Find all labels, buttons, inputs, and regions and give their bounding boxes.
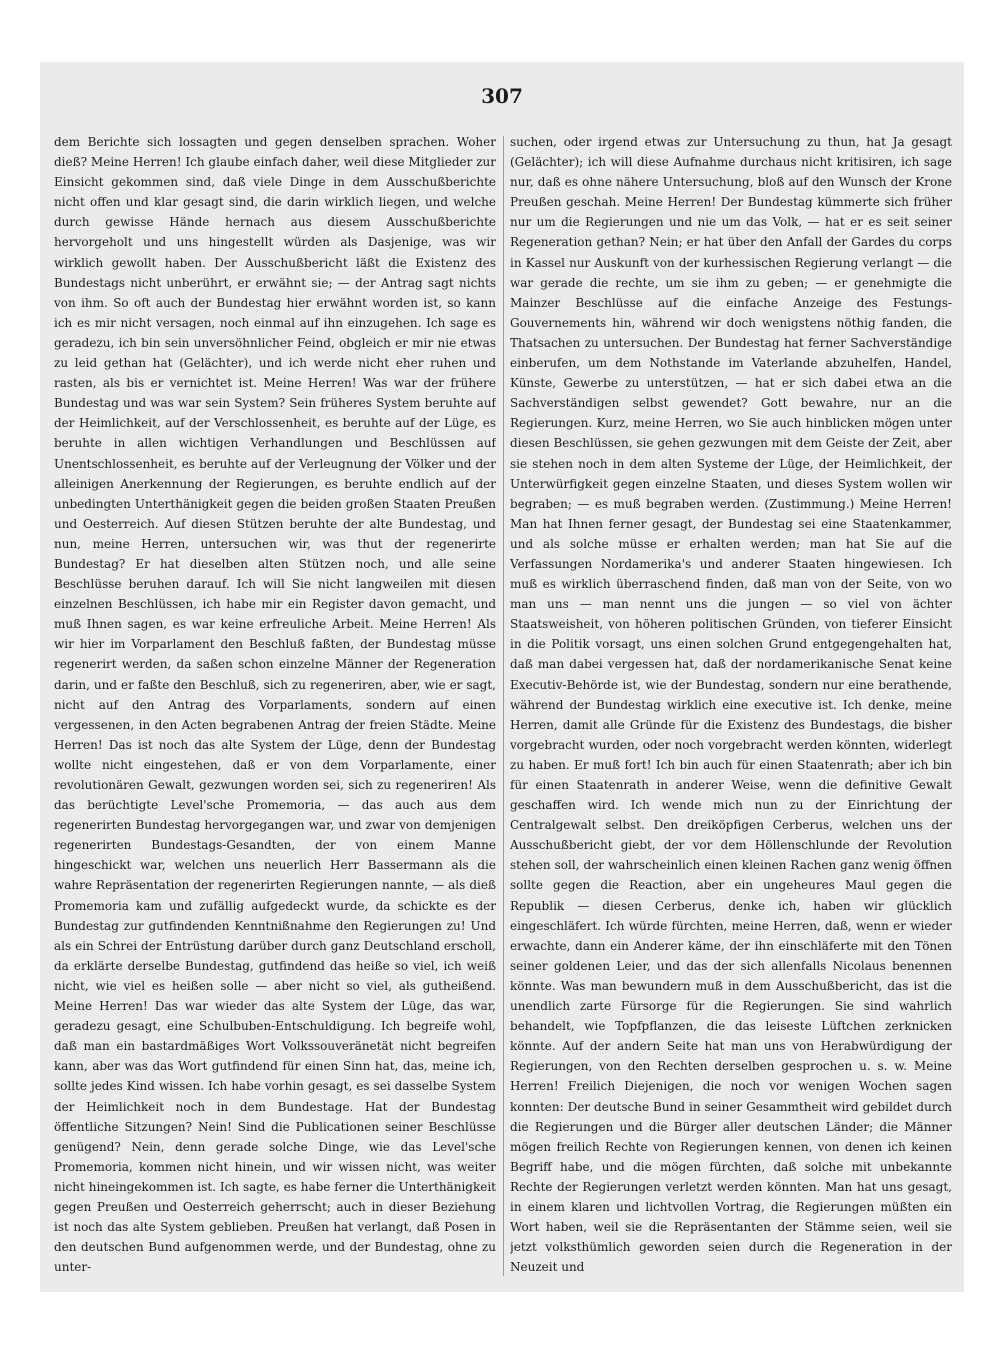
right-column	[510, 132, 952, 1280]
right-column-text: suchen, oder irgend etwas zur Untersuchung zu thun, hat Ja gesagt (Gelächter); ich will diese Aufnahme durchaus nicht kritisiren, ich sage nur, daß es ohne nähere Untersuchung, bloß auf den Wunsch der Krone Preußen geschah. Meine Herren! Der Bundestag kümmerte sich früher nur um die Regierungen und nie um das Volk, — hat er es seit seiner Regeneration gethan? Nein; er hat über den Anfall der Gardes du corps in Kassel nur Auskunft von der kurhessischen Regierung verlangt — die war gerade die rechte, um sie ihm zu geben; — er genehmigte die Mainzer Beschlüsse auf die einfache Anzeige des Festungs-Gouvernements hin, während wir doch wenigstens nöthig fanden, die Thatsachen zu untersuchen. Der Bundestag hat ferner Sachverständige einberufen, um dem Nothstande im Vaterlande abzuhelfen, Handel, Künste, Gewerbe zu unterstützen, — hat er sich dabei etwa an die Sachverständigen selbst gewendet? Gott bewahre, nur an die Regierungen. Kurz, meine Herren, wo Sie auch hinblicken mögen unter diesen Beschlüssen, sie gehen gezwungen mit dem Geiste der Zeit, aber sie stehen noch in dem alten Systeme der Lüge, der Heimlichkeit, der Unterwürfigkeit gegen einzelne Staaten, und dieses System wollen wir begraben; — es muß begraben werden. (Zustimmung.) Meine Herren! Man hat Ihnen ferner gesagt, der Bundestag sei eine Staatenkammer, und als solche müsse er erhalten werden; man hat Sie auf die Verfassungen Nordamerika's und anderer Staaten hingewiesen. Ich muß es wirklich überraschend finden, daß man von der Seite, von wo man uns — man nennt uns die jungen — so viel von ächter Staatsweisheit, von höheren politischen Gründen, von tieferer Einsicht in die Politik vorsagt, uns einen solchen Grund entgegengehalten hat, daß man dabei vergessen hat, daß der nordamerikanische Senat keine Executiv-Behörde ist, wie der Bundestag, sondern nur eine berathende, während der Bundestag wirklich eine executive ist. Ich denke, meine Herren, damit alle Gründe für die Existenz des Bundestags, die bisher vorgebracht wurden, oder noch vorgebracht werden könnten, widerlegt zu haben. Er muß fort! Ich bin auch für einen Staatenrath; aber ich bin für einen Staatenrath in anderer Weise, wenn die definitive Gewalt geschaffen wird. Ich wende mich nun zu der Einrichtung der Centralgewalt selbst. Den dreiköpfigen Cerberus, welchen uns der Ausschußbericht giebt, der vor dem Höllenschlunde der Revolution stehen soll, der wahrscheinlich einen kleinen Rachen ganz wenig öffnen sollte gegen die Reaction, aber ein ungeheures Maul gegen die Republik — diesen Cerberus, denke ich, haben wir glücklich eingeschläfert. Ich würde fürchten, meine Herren, daß, wenn er wieder erwachte, dann ein Anderer käme, der ihn einschläferte mit den Tönen seiner goldenen Leier, und das der sich allenfalls Nicolaus benennen könnte. Was man bewundern muß in dem Ausschußbericht, das ist die unendlich zarte Fürsorge für die Regierungen. Sie sind wahrlich behandelt, wie Topfpflanzen, die das leiseste Lüftchen zerknicken könnte. Auf der andern Seite hat man uns von Herabwürdigung der Regierungen, von den Rechten derselben gesprochen u. s. w. Meine Herren! Freilich Diejenigen, die noch vor wenigen Wochen sagen konnten: Der deutsche Bund in seiner Gesammtheit wird gebildet durch die Regierungen und die Bürger aller deutschen Länder; die Männer mögen freilich Rechte von Regierungen kennen, von denen ich keinen Begriff habe, und die mögen fürchten, daß solche mit unbekannte Rechte der Regierungen verletzt werden könnten. Man hat uns gesagt, in einem klaren und lichtvollen Vortrag, die Regierungen müßten ein Wort haben, weil sie die Repräsentanten der Stämme seien, weil sie jetzt volksthümlich geworden seien durch die Regeneration in der Neuzeit und	[510, 135, 952, 1275]
page-number: 307	[481, 84, 523, 108]
left-column	[54, 132, 496, 1280]
scanned-page	[40, 62, 964, 1292]
column-divider	[503, 136, 504, 1276]
left-column-text: dem Berichte sich lossagten und gegen denselben sprachen. Woher dieß? Meine Herren! Ich glaube einfach daher, weil diese Mitglieder zur Einsicht gekommen sind, daß viele Dinge in dem Ausschußberichte nicht offen und klar gesagt sind, die darin wirklich liegen, und welche durch gewisse Hände hernach aus diesem Ausschußberichte hervorgeholt und uns hingestellt würden als Dasjenige, was wir wirklich gewollt haben. Der Ausschußbericht läßt die Existenz des Bundestags nicht unberührt, er erwähnt sie; — der Antrag sagt nichts von ihm. So oft auch der Bundestag hier erwähnt worden ist, so kann ich es mir nicht versagen, noch einmal auf ihn einzugehen. Ich sage es geradezu, ich bin sein unversöhnlicher Feind, obgleich er mir nie etwas zu leid gethan hat (Gelächter), und ich werde nicht eher ruhen und rasten, als bis er vernichtet ist. Meine Herren! Was war der frühere Bundestag und was war sein System? Sein früheres System beruhte auf der Heimlichkeit, auf der Verschlossenheit, es beruhte auf der Lüge, es beruhte in allen wichtigen Verhandlungen und Beschlüssen auf Unentschlossenheit, es beruhte auf der Verleugnung der Völker und der alleinigen Anerkennung der Regierungen, es beruhte endlich auf der unbedingten Unterthänigkeit gegen die beiden großen Staaten Preußen und Oesterreich. Auf diesen Stützen beruhte der alte Bundestag, und nun, meine Herren, untersuchen wir, was thut der regenerirte Bundestag? Er hat dieselben alten Stützen noch, und alle seine Beschlüsse beruhen darauf. Ich will Sie nicht langweilen mit diesen einzelnen Beschlüssen, ich habe mir ein Register davon gemacht, und muß Ihnen sagen, es war keine erfreuliche Arbeit. Meine Herren! Als wir hier im Vorparlament den Beschluß faßten, der Bundestag müsse regenerirt werden, da saßen schon einzelne Männer der Regeneration darin, und er faßte den Beschluß, sich zu regeneriren, aber, wie er sagt, nicht auf den Antrag des Vorparlaments, sondern auf einen vergessenen, in den Acten begrabenen Antrag der freien Städte. Meine Herren! Das ist noch das alte System der Lüge, denn der Bundestag wollte nicht eingestehen, daß er von dem Vorparlamente, einer revolutionären Gewalt, gezwungen worden sei, sich zu regeneriren! Als das berüchtigte Level'sche Promemoria, — das auch aus dem regenerirten Bundestag hervorgegangen war, und zwar von demjenigen regenerirten Bundestags-Gesandten, der von einem Manne hingeschickt war, welchen uns neuerlich Herr Bassermann als die wahre Repräsentation der regenerirten Regierungen nannte, — als dieß Promemoria kam und zufällig aufgedeckt wurde, da schickte es der Bundestag zur gutfindenden Kenntnißnahme den Regierungen zu! Und als ein Schrei der Entrüstung darüber durch ganz Deutschland erscholl, da erklärte derselbe Bundestag, gutfindend das heiße so viel, ich weiß nicht, wie viel es heißen solle — aber nicht so viel, als gutheißend. Meine Herren! Das war wieder das alte System der Lüge, das war, geradezu gesagt, eine Schulbuben-Entschuldigung. Ich begreife wohl, daß man ein bastardmäßiges Wort Volkssouveränetät nicht begreifen kann, aber was das Wort gutfindend für einen Sinn hat, das, meine ich, sollte jedes Kind wissen. Ich habe vorhin gesagt, es sei dasselbe System der Heimlichkeit noch in dem Bundestage. Hat der Bundestag öffentliche Sitzungen? Nein! Sind die Publicationen seiner Beschlüsse genügend? Nein, denn gerade solche Dinge, wie das Level'sche Promemoria, kommen nicht hinein, und wir wissen nicht, was weiter nicht hineingekommen ist. Ich sagte, es habe ferner die Unterthänigkeit gegen Preußen und Oesterreich geherrscht; auch in dieser Beziehung ist noch das alte System geblieben. Preußen hat verlangt, daß Posen in den deutschen Bund aufgenommen werde, und der Bundestag, ohne zu unter-	[54, 135, 496, 1275]
